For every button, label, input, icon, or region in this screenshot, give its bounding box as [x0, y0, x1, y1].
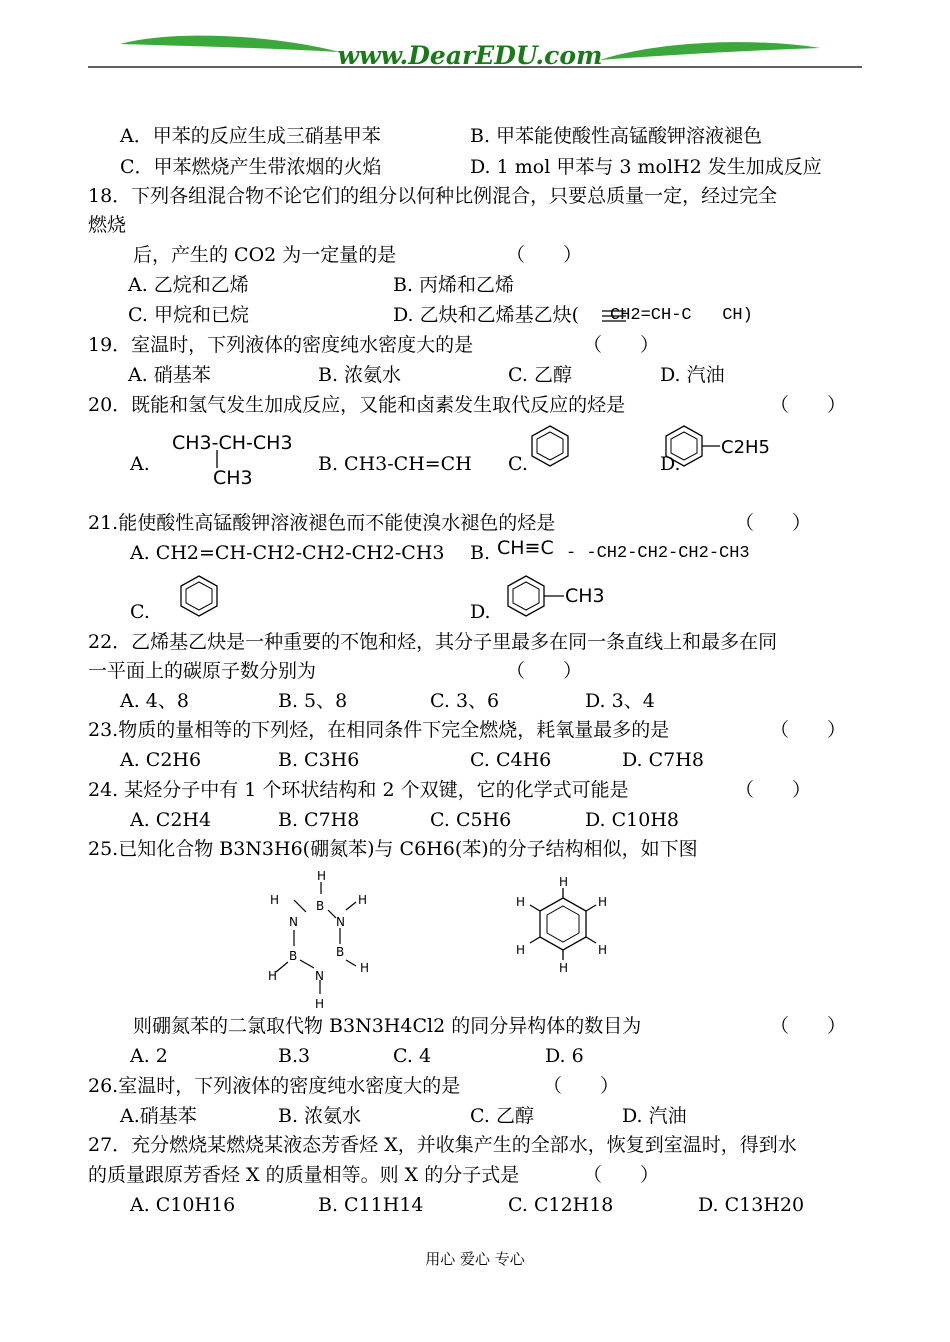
- atom-h-label: H: [268, 969, 278, 983]
- q25-answer-blank: （ ）: [770, 1015, 847, 1037]
- q22-stem: 22．乙烯基乙炔是一种重要的不饱和烃，其分子里最多在同一条直线上和最多在同: [88, 631, 778, 653]
- q19-stem: 19．室温时，下列液体的密度纯水密度大的是: [88, 334, 474, 356]
- q20-option-a-label: A.: [130, 453, 150, 475]
- q20-option-d-ethylbenzene: [662, 424, 722, 468]
- q21-option-d-label: D.: [470, 601, 491, 623]
- q25-option-d: D. 6: [545, 1045, 584, 1067]
- q24-option-d: D. C10H8: [585, 809, 680, 831]
- q25-question: 则硼氮苯的二氯取代物 B3N3H4Cl2 的同分异构体的数目为: [133, 1015, 642, 1037]
- q27-option-b: B. C11H14: [318, 1194, 424, 1216]
- q23-option-a: A. C2H6: [120, 749, 202, 771]
- q22-answer-blank: （ ）: [506, 660, 583, 682]
- q21-answer-blank: （ ）: [735, 512, 812, 534]
- atom-h-label: H: [358, 893, 368, 907]
- q17-option-a: A．甲苯的反应生成三硝基甲苯: [120, 125, 381, 147]
- header-banner: [0, 0, 950, 80]
- borazine-structure: [258, 862, 388, 1012]
- q18-stem-end: 后，产生的 CO2 为一定量的是: [133, 244, 397, 266]
- q27-option-a: A. C10H16: [130, 1194, 236, 1216]
- atom-b-label: B: [289, 949, 298, 963]
- q23-option-c: C. C4H6: [470, 749, 552, 771]
- q19-option-b: B. 浓氨水: [318, 364, 402, 386]
- left-leaf-swoosh: [120, 36, 340, 52]
- q21-option-b-chain: - -CH2-CH2-CH2-CH3: [566, 544, 750, 563]
- atom-n-label: N: [336, 915, 345, 929]
- q27-answer-blank: （ ）: [583, 1164, 660, 1186]
- q20-answer-blank: （ ）: [770, 394, 847, 416]
- q19-answer-blank: （ ）: [583, 334, 660, 356]
- q17-option-d: D. 1 mol 甲苯与 3 molH2 发生加成反应: [470, 156, 822, 178]
- q24-option-c: C. C5H6: [430, 809, 512, 831]
- q26-option-a: A.硝基苯: [120, 1105, 197, 1127]
- q23-option-b: B. C3H6: [278, 749, 360, 771]
- q24-option-b: B. C7H8: [278, 809, 360, 831]
- atom-h-label: H: [360, 961, 370, 975]
- q21-stem: 21.能使酸性高锰酸钾溶液褪色而不能使溴水褪色的烃是: [88, 512, 556, 534]
- atom-h-label: H: [516, 943, 526, 957]
- atom-n-label: N: [289, 915, 298, 929]
- site-logo: www.DearEDU.com: [337, 41, 603, 70]
- atom-h-label: H: [317, 869, 327, 883]
- atom-b-label: B: [336, 945, 345, 959]
- q21-option-d-substituent: CH3: [565, 585, 605, 607]
- q27-option-c: C. C12H18: [508, 1194, 614, 1216]
- q26-answer-blank: （ ）: [543, 1075, 620, 1097]
- q18-option-d-formula: CH2=CH-C CH): [610, 306, 753, 325]
- q20-stem: 20．既能和氢气发生加成反应，又能和卤素发生取代反应的烃是: [88, 394, 626, 416]
- q27-stem-cont: 的质量跟原芳香烃 X 的质量相等。则 X 的分子式是: [88, 1164, 520, 1186]
- q20-option-c-benzene-ring: [528, 424, 572, 468]
- q21-option-b-label: B.: [470, 542, 491, 564]
- atom-h-label: H: [315, 997, 325, 1011]
- q25-option-a: A. 2: [130, 1045, 168, 1067]
- atom-n-label: N: [315, 969, 324, 983]
- atom-h-label: H: [559, 875, 569, 889]
- q24-answer-blank: （ ）: [735, 779, 812, 801]
- q23-option-d: D. C7H8: [622, 749, 704, 771]
- q20-option-a-structure-top: CH3-CH-CH3: [172, 432, 293, 454]
- q21-option-d-toluene: [504, 574, 566, 618]
- q19-option-a: A. 硝基苯: [128, 364, 211, 386]
- q18-option-b: B. 丙烯和乙烯: [393, 274, 515, 296]
- q25-option-b: B.3: [278, 1045, 311, 1067]
- q18-option-c: C. 甲烷和已烷: [128, 304, 249, 326]
- q24-option-a: A. C2H4: [130, 809, 212, 831]
- benzene-structure: [508, 874, 618, 994]
- q22-option-d: D. 3、4: [585, 690, 655, 712]
- q20-option-c-label: C.: [508, 453, 528, 475]
- q26-stem: 26.室温时，下列液体的密度纯水密度大的是: [88, 1075, 461, 1097]
- q20-option-d-label: D.: [660, 453, 681, 475]
- q21-option-c-benzene-ring: [177, 574, 221, 618]
- atom-h-label: H: [598, 943, 608, 957]
- q27-stem: 27．充分燃烧某燃烧某液态芳香烃 X，并收集产生的全部水，恢复到室温时，得到水: [88, 1134, 797, 1156]
- q18-answer-blank: （ ）: [506, 244, 583, 266]
- q18-option-a: A. 乙烷和乙烯: [128, 274, 249, 296]
- q26-option-c: C. 乙醇: [470, 1105, 534, 1127]
- q18-stem-cont: 燃烧: [88, 214, 127, 236]
- q25-stem: 25.已知化合物 B3N3H6(硼氮苯)与 C6H6(苯)的分子结构相似，如下图: [88, 838, 698, 860]
- q20-option-b: B. CH3-CH=CH: [318, 453, 472, 475]
- q21-option-a: A. CH2=CH-CH2-CH2-CH2-CH3: [130, 542, 445, 564]
- right-leaf-swoosh: [600, 42, 820, 60]
- atom-h-label: H: [598, 895, 608, 909]
- q27-option-d: D. C13H20: [698, 1194, 805, 1216]
- atom-h-label: H: [270, 893, 280, 907]
- q24-stem: 24. 某烃分子中有 1 个环状结构和 2 个双键，它的化学式可能是: [88, 779, 629, 801]
- q25-option-c: C. 4: [393, 1045, 432, 1067]
- q20-option-a-structure-bottom: CH3: [213, 467, 253, 489]
- q17-option-b: B. 甲苯能使酸性高锰酸钾溶液褪色: [470, 125, 763, 147]
- q22-stem-cont: 一平面上的碳原子数分别为: [88, 660, 317, 682]
- q26-option-d: D. 汽油: [622, 1105, 687, 1127]
- q18-stem: 18．下列各组混合物不论它们的组分以何种比例混合，只要总质量一定，经过完全: [88, 185, 778, 207]
- q23-answer-blank: （ ）: [770, 719, 847, 741]
- atom-h-label: H: [516, 895, 526, 909]
- atom-b-label: B: [316, 899, 325, 913]
- q17-option-c: C．甲苯燃烧产生带浓烟的火焰: [120, 156, 382, 178]
- q26-option-b: B. 浓氨水: [278, 1105, 362, 1127]
- q21-option-c-label: C.: [130, 601, 150, 623]
- atom-h-label: H: [559, 961, 569, 975]
- triple-bond-mark: [600, 306, 630, 326]
- q19-option-c: C. 乙醇: [508, 364, 572, 386]
- q22-option-a: A. 4、8: [120, 690, 189, 712]
- q22-option-b: B. 5、8: [278, 690, 348, 712]
- page-footer: 用心 爱心 专心: [425, 1250, 525, 1268]
- q20-option-d-substituent: C2H5: [721, 437, 771, 458]
- q21-option-b-triple-bond: CH≡C: [497, 537, 554, 559]
- q18-option-d: D. 乙炔和乙烯基乙炔(: [393, 304, 580, 326]
- q22-option-c: C. 3、6: [430, 690, 500, 712]
- q19-option-d: D. 汽油: [660, 364, 725, 386]
- q23-stem: 23.物质的量相等的下列烃，在相同条件下完全燃烧，耗氧量最多的是: [88, 719, 670, 741]
